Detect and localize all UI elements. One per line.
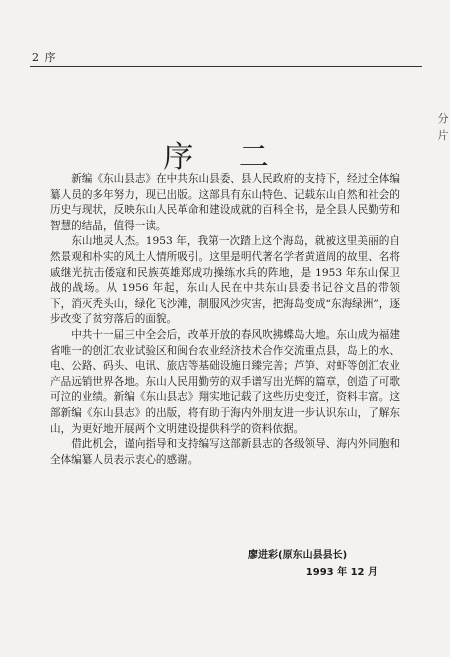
paragraph: 新编《东山县志》在中共东山县委、县人民政府的支持下，经过全体编纂人员的多年努力，现已出版。这部具有东山特色、记载东山自然和社会的历史与现状，反映东山人民革命和建设成就的百科全书，是全县人民勤劳和智慧的结晶，值得一读。 (50, 173, 400, 232)
signature-author: 廖进彩(原东山县县长) (248, 550, 348, 561)
running-header: 2 序 (32, 51, 57, 64)
signature-block (248, 548, 378, 580)
edge-mark: 片 (437, 129, 449, 142)
edge-mark: 分 (437, 112, 449, 125)
signature-date: 1993 年 12 月 (305, 567, 378, 578)
paragraph: 借此机会，谨向指导和支持编写这部新县志的各级领导、海内外同胞和全体编纂人员表示衷心的感谢。 (50, 438, 400, 466)
header-rule (30, 66, 422, 67)
paragraph: 中共十一届三中全会后，改革开放的春风吹拂蝶岛大地。东山成为福建省唯一的创汇农业试验区和闽台农业经济技术合作交流重点县，岛上的水、电、公路、码头、电讯、旅店等基础设施日臻完善；芦笋、对虾等创汇农业产品远销世界各地。东山人民用勤劳的双手谱写出光辉的篇章，创造了可歌可泣的业绩。新编《东山县志》翔实地记载了这些历史变迁，资料丰富。这部新编《东山县志》的出版，将有助于海内外朋友进一步认识东山，了解东山，为更好地开展两个文明建设提供科学的资料依据。 (50, 328, 400, 435)
paragraph: 东山地灵人杰。1953 年，我第一次踏上这个海岛，就被这里美丽的自然景观和朴实的风土人情所吸引。这里是明代著名学者黄道周的故里、名将戚继光抗击倭寇和民族英雄郑成功操练水兵的阵地，是 1953 年东山保卫战的战场。从 1956 年起，东山人民在中共东山县委书记谷文昌的带领下，消灭秃头山，绿化飞沙滩，制服风沙灾害，把海岛变成“东海绿洲”，逐步改变了贫穷落后的面貌。 (50, 235, 400, 326)
body-text (50, 172, 400, 468)
page-title: 序 二 (163, 140, 287, 176)
